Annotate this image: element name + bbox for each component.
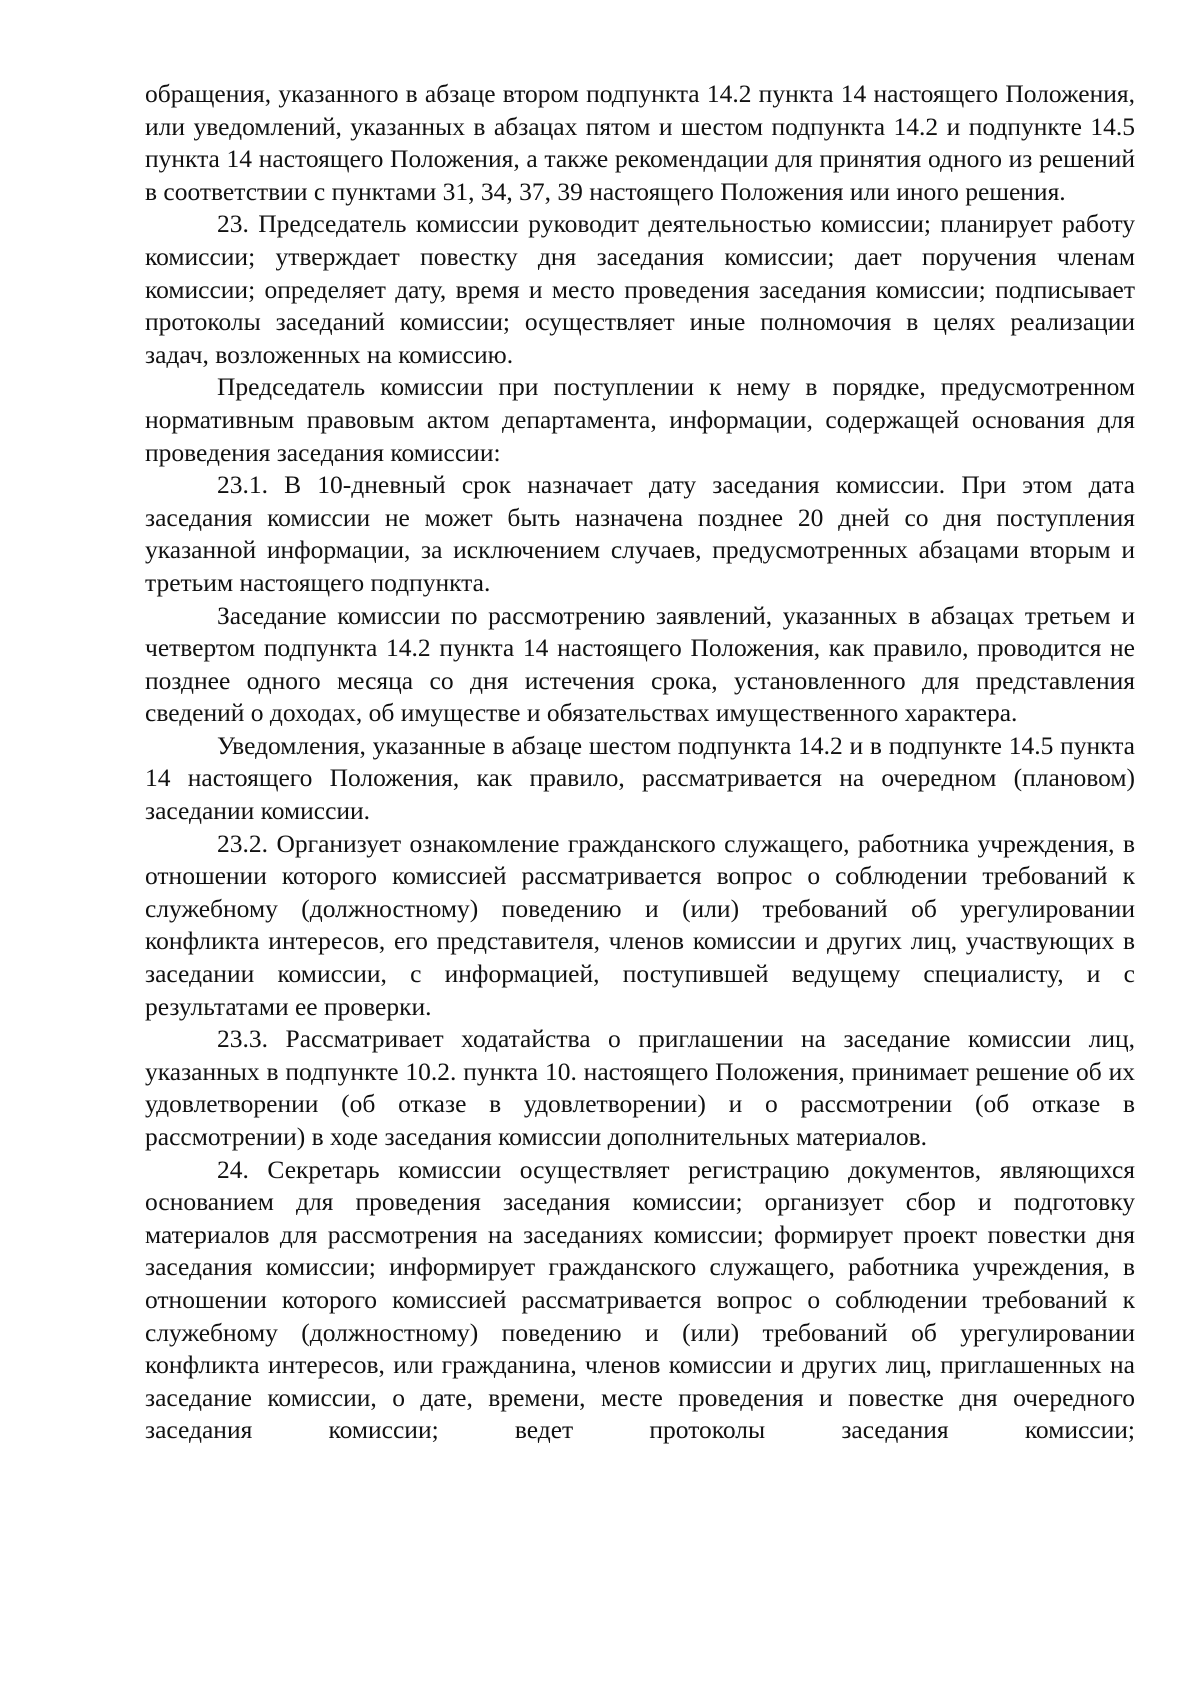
- paragraph-23-3: 23.3. Рассматривает ходатайства о приглашении на заседание комиссии лиц, указанных в подпункте 10.2. пункта 10. настоящего Положения, принимает решение об их удовлетворении (об отказе в удовлетворении) и о рассмотрении (об отказе в рассмотрении) в ходе заседания комиссии дополнительных материалов.: [145, 1024, 1135, 1151]
- paragraph-continuation: обращения, указанного в абзаце втором подпункта 14.2 пункта 14 настоящего Положения, или уведомлений, указанных в абзацах пятом и шестом подпункта 14.2 и подпункте 14.5 пункта 14 настоящего Положения, а также рекомендации для принятия одного из решений в соответствии с пунктами 31, 34, 37, 39 настоящего Положения или иного решения.: [145, 79, 1135, 206]
- paragraph-23-2: 23.2. Организует ознакомление гражданского служащего, работника учреждения, в отношении которого комиссией рассматривается вопрос о соблюдении требований к служебному (должностному) поведению и (или) требований об урегулировании конфликта интересов, его представителя, членов комиссии и других лиц, участвующих в заседании комиссии, с информацией, поступившей ведущему специалисту, и с результатами ее проверки.: [145, 828, 1135, 1021]
- paragraph-24: 24. Секретарь комиссии осуществляет регистрацию документов, являющихся основанием для проведения заседания комиссии; организует сбор и подготовку материалов для рассмотрения на заседаниях комиссии; формирует проект повестки дня заседания комиссии; информирует гражданского служащего, работника учреждения, в отношении которого комиссией рассматривается вопрос о соблюдении требований к служебному (должностному) поведению и (или) требований об урегулировании конфликта интересов, или гражданина, членов комиссии и других лиц, приглашенных на заседание комиссии, о дате, времени, месте проведения и повестке дня очередного заседания комиссии; ведет протоколы заседания комиссии;: [145, 1154, 1135, 1445]
- paragraph-23-1-notifications: Уведомления, указанные в абзаце шестом подпункта 14.2 и в подпункте 14.5 пункта 14 настоящего Положения, как правило, рассматривается на очередном (плановом) заседании комиссии.: [145, 730, 1135, 826]
- paragraph-23: 23. Председатель комиссии руководит деятельностью комиссии; планирует работу комиссии; утверждает повестку дня заседания комиссии; дает поручения членам комиссии; определяет дату, время и место проведения заседания комиссии; подписывает протоколы заседаний комиссии; осуществляет иные полномочия в целях реализации задач, возложенных на комиссию.: [145, 209, 1135, 369]
- document-page: [145, 78, 1135, 1447]
- paragraph-23-1: 23.1. В 10-дневный срок назначает дату заседания комиссии. При этом дата заседания комиссии не может быть назначена позднее 20 дней со дня поступления указанной информации, за исключением случаев, предусмотренных абзацами вторым и третьим настоящего подпункта.: [145, 470, 1135, 597]
- paragraph-23-1-meeting-statements: Заседание комиссии по рассмотрению заявлений, указанных в абзацах третьем и четвертом подпункта 14.2 пункта 14 настоящего Положения, как правило, проводится не позднее одного месяца со дня истечения срока, установленного для представления сведений о доходах, об имуществе и обязательствах имущественного характера.: [145, 600, 1135, 728]
- paragraph-23-chairman-duties: Председатель комиссии при поступлении к нему в порядке, предусмотренном нормативным правовым актом департамента, информации, содержащей основания для проведения заседания комиссии:: [145, 372, 1135, 467]
